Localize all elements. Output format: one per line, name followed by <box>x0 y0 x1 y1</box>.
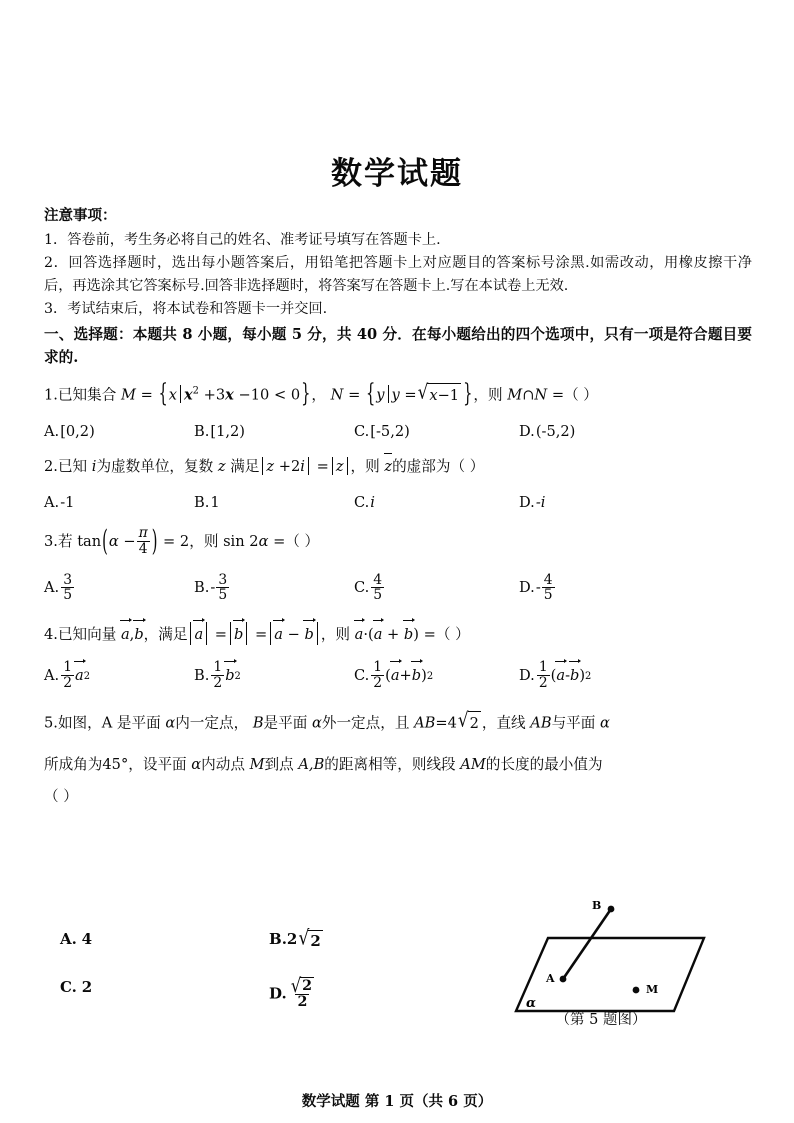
q5-d-num <box>288 974 317 997</box>
q3-d-num: 4 <box>543 571 553 588</box>
q3-sin: sin <box>223 533 245 551</box>
q3-option-d-sign: - <box>535 579 541 597</box>
q5-b-rad-val: 2 <box>310 932 321 950</box>
q5-b-coef: 2 <box>286 930 298 948</box>
q3-d-den: 5 <box>543 587 553 604</box>
q4-b-sup: 2 <box>234 670 241 682</box>
notice-item-1: 1．答卷前，考生务必将自己的姓名、准考证号填写在答题卡上. <box>44 231 441 248</box>
q3-option-d-label: D. <box>519 579 535 597</box>
q2-answer-paren: （ ） <box>450 458 485 476</box>
q5-l1e: ，直线 <box>481 714 526 732</box>
q5-alpha-4: α <box>191 755 202 773</box>
q3-option-a-label: A. <box>44 579 60 597</box>
q2-z3: z <box>335 458 344 476</box>
q4-a-half <box>61 660 74 690</box>
q5-l1b: 内一定点， <box>175 714 249 732</box>
q3-frac-den: 4 <box>138 541 148 558</box>
q1-brace2-open: { <box>365 379 376 409</box>
q5-l2f: 的长度的最小值为 <box>485 755 603 773</box>
q1-prefix: 已知集合 <box>57 386 117 404</box>
q1-option-d[interactable] <box>519 421 669 444</box>
q2-option-a[interactable] <box>44 492 194 515</box>
question-5 <box>44 707 752 809</box>
q1-option-b-label: B. <box>194 422 210 440</box>
q1-option-b[interactable] <box>194 421 354 444</box>
q2-z: z <box>217 458 226 476</box>
q2-a: 已知 <box>57 458 88 476</box>
question-2 <box>44 456 752 514</box>
q5-option-a[interactable] <box>44 930 269 950</box>
q3-sin-alpha: α <box>258 533 269 551</box>
q4-abs-a2: a <box>274 623 283 647</box>
q3-option-d[interactable] <box>519 571 669 604</box>
q5-AB-1: AB <box>414 714 436 732</box>
q3-paren-close: ) <box>151 524 158 559</box>
point-B-label: B <box>592 899 602 912</box>
q1-sqrt-one: 1 <box>449 387 460 405</box>
q1-option-d-value: (-5,2) <box>535 422 576 440</box>
radical-icon-4: √ <box>290 974 302 997</box>
q5-d-frac <box>288 974 317 1010</box>
q5-option-c-value: 2 <box>81 978 93 996</box>
q1-option-c-label: C. <box>354 422 370 440</box>
q1-option-a-value: [0,2) <box>60 422 95 440</box>
q5-l2b: ，设平面 <box>128 755 187 773</box>
q4-abs3-open <box>270 622 271 645</box>
q1-N-2: N <box>534 386 548 404</box>
q2-option-d[interactable] <box>519 492 669 515</box>
q2-two: 2 <box>290 458 301 476</box>
q2-abs-close <box>308 457 309 475</box>
q1-var-x: x <box>168 386 177 404</box>
q4-number: 4. <box>44 625 58 643</box>
q5-alpha-1: α <box>165 714 176 732</box>
q4-option-a-label: A. <box>44 666 60 684</box>
q3-paren-open: ( <box>102 524 108 559</box>
q5-option-d-label: D. <box>269 984 287 1003</box>
q5-number: 5. <box>44 714 58 732</box>
q3-b-den: 5 <box>218 587 228 604</box>
q2-d: ，则 <box>350 458 380 476</box>
q1-cap-icon: ∩ <box>522 386 535 404</box>
q4-abs2-close <box>246 622 247 645</box>
q4-abs2-open <box>230 622 231 645</box>
q1-brace-close: } <box>301 379 311 409</box>
q4-option-d[interactable]: D. $\frac{1}{2}$ ( a - b ) 2 <box>519 659 592 691</box>
q5-four: 4 <box>447 714 457 732</box>
q5-option-a-value: 4 <box>81 930 93 948</box>
q5-l1f: 与平面 <box>551 714 596 732</box>
q2-abs2-close <box>347 457 348 475</box>
q5-option-d[interactable] <box>269 974 444 1011</box>
q4-abs-a: a <box>194 623 203 647</box>
q2-eq: = <box>316 458 329 476</box>
q5-sqrt-val: 2 <box>468 711 481 736</box>
q4-eq1: = <box>214 625 228 643</box>
question-1-stem: 1.已知集合 M = {x $x^2 +3x -10 < 0$}， N = {y y = √ x−1 }，则 M∩N =（ ） <box>44 383 752 408</box>
question-3-stem: 3.若 tan(α − $\frac{\pi}{4}$ ) = 2，则 sin 2α =（ ） <box>44 527 752 557</box>
q5-M-point: M <box>249 755 265 773</box>
q2-option-a-label: A. <box>44 493 60 511</box>
page-footer: 数学试题 第 1 页（共 6 页） <box>301 1093 493 1110</box>
q4-abs3-close <box>317 622 318 645</box>
q1-such-that-bar <box>180 385 181 403</box>
q3-option-c-label: C. <box>354 579 370 597</box>
q5-option-a-label: A. <box>60 930 77 948</box>
question-5-stem-line-1: 5.如图，A 是平面 α内一定点， B是平面 α外一定点，且 AB=4 √ 2 ，直线 AB与平面 α <box>44 711 752 736</box>
q2-abs-open <box>262 457 263 475</box>
q5-d-den-val: 2 <box>297 993 308 1010</box>
notice-item-3: 3．考试结束后，将本试卷和答题卡一并交回. <box>44 300 328 317</box>
q2-i2: i <box>300 458 305 476</box>
q2-option-d-label: D. <box>519 493 535 511</box>
q2-option-c-value: i <box>370 493 375 511</box>
q5-option-c[interactable] <box>44 978 269 1011</box>
question-4-options <box>44 661 752 691</box>
q3-option-c[interactable] <box>354 571 519 604</box>
q4-c-vec-a: a <box>391 664 400 688</box>
q4-eq2: = <box>255 625 268 643</box>
question-5-options <box>44 926 444 1039</box>
q3-a-num: 3 <box>63 571 73 588</box>
q2-option-b[interactable] <box>194 492 354 515</box>
radical-icon: √ <box>417 379 429 404</box>
q3-option-b-frac <box>216 573 229 603</box>
q4-c-den: 2 <box>373 674 383 691</box>
q4-abs1-close <box>206 622 207 645</box>
figure-caption: （第 5 题图） <box>555 1012 647 1028</box>
notice-item-2: 2．回答选择题时，选出每小题答案后，用铅笔把答题卡上对应题目的答案标号涂黑.如需改动，用橡皮擦干净后，再选涂其它答案标号.回答非选择题时，将答案写在答题卡上.写在本试卷上无效. <box>44 254 752 294</box>
q4-a-sup: 2 <box>83 670 91 682</box>
q3-a-den: 5 <box>63 587 73 604</box>
radical-icon-3: √ <box>298 926 310 951</box>
q1-eq-1: = <box>140 386 153 404</box>
question-3 <box>44 524 752 604</box>
q3-value-2: 2 <box>179 533 190 551</box>
q1-option-b-value: [1,2) <box>210 422 245 440</box>
notices-heading: 注意事项： <box>44 207 117 224</box>
q3-option-d-frac <box>542 573 555 603</box>
question-5-answer-paren: （ ） <box>44 788 78 806</box>
question-2-stem: 2.已知 i为虚数单位，复数 z 满足 z +2i = z ，则 z的虚部为（ ） <box>44 456 752 479</box>
q1-option-c[interactable] <box>354 421 519 444</box>
page-title: 数学试题 <box>331 156 463 192</box>
q4-option-b[interactable] <box>194 661 354 691</box>
point-A-label: A <box>546 972 555 985</box>
q3-option-a-frac <box>61 573 74 603</box>
question-5-stem-line-2 <box>44 754 752 777</box>
q4-tail: ，则 <box>320 625 351 643</box>
q4-b-half <box>211 660 224 690</box>
question-4 <box>44 622 752 692</box>
q4-d-den: 2 <box>538 674 548 691</box>
q2-abs2-open <box>332 457 333 475</box>
q2-option-c[interactable] <box>354 492 519 515</box>
q2-z-conjugate: z <box>384 456 392 479</box>
q5-options-row-1 <box>44 926 444 951</box>
q1-eq-2: = <box>348 386 361 404</box>
q4-a-den: 2 <box>63 674 73 691</box>
plane-alpha-label: α <box>526 996 537 1011</box>
q1-coef-3: 3 <box>215 386 226 404</box>
q4-b-num: 1 <box>213 659 223 676</box>
q5-l1c: 是平面 <box>263 714 308 732</box>
q2-c: 满足 <box>230 458 260 476</box>
q1-option-d-label: D. <box>519 422 535 440</box>
q4-a-num: 1 <box>63 659 73 676</box>
q3-tan: tan <box>77 533 102 551</box>
q5-option-c-label: C. <box>60 978 77 996</box>
q4-answer-paren: （ ） <box>435 625 470 643</box>
q4-d-sup: 2 <box>585 670 592 682</box>
q4-c-num: 1 <box>373 659 383 676</box>
q1-eq-4: = <box>551 386 565 404</box>
q4-a-vec: a <box>75 664 84 688</box>
q3-eq: = <box>163 533 176 551</box>
q2-i: i <box>91 458 97 476</box>
q5-l2a: 所成角为 <box>44 755 103 773</box>
q1-option-a-label: A. <box>44 422 60 440</box>
question-5-figure <box>486 893 766 1053</box>
q5-b-sqrt <box>298 926 322 951</box>
question-3-options <box>44 571 752 604</box>
q4-abs-b: b <box>234 623 243 647</box>
question-4-stem: 4.已知向量 a,b，满足 a = b = a − b ，则 a·(a + b) =（ ） <box>44 622 752 646</box>
q1-sqrt-x: x <box>429 387 438 405</box>
q3-sin-2: 2 <box>249 533 259 551</box>
q1-var-y2: y <box>391 386 400 404</box>
q3-option-b-label: B. <box>194 579 210 597</box>
q4-option-a[interactable] <box>44 661 194 691</box>
q5-option-b-label: B. <box>269 930 287 948</box>
q5-l1d: 外一定点，且 <box>321 714 410 732</box>
q4-vector-a: a <box>121 623 130 647</box>
q1-expr-pow: 2 <box>192 385 199 397</box>
exam-content <box>44 205 752 809</box>
q5-AM: AM <box>460 755 486 773</box>
q5-l2d: 到点 <box>264 755 294 773</box>
q4-abs-b2: b <box>304 623 313 647</box>
point-A-dot <box>560 976 567 983</box>
q1-expr-x: x <box>183 386 193 404</box>
q4-b-vec: b <box>225 664 234 688</box>
question-1 <box>44 379 752 443</box>
q1-number: 1. <box>44 386 58 404</box>
q1-option-c-value: [-5,2) <box>370 422 410 440</box>
q5-option-b[interactable] <box>269 926 444 951</box>
q1-expr-x2: x <box>225 386 234 404</box>
q4-c-sup: 2 <box>426 670 434 682</box>
q1-tail: ，则 <box>473 386 503 404</box>
q4-mid: ，满足 <box>143 625 188 643</box>
q4-vector-b: b <box>134 623 143 647</box>
q4-sum-a: a <box>374 623 383 647</box>
plane-alpha-shape <box>516 938 704 1011</box>
q2-option-d-value: -i <box>535 493 546 511</box>
question-2-options <box>44 492 752 515</box>
q5-sqrt-2 <box>457 707 481 736</box>
q4-option-b-label: B. <box>194 666 210 684</box>
q4-eq3: = <box>423 625 436 643</box>
q4-option-c[interactable]: C. $\frac{1}{2}$ ( a + b ) 2 <box>354 659 434 691</box>
q5-AB-2: AB <box>530 714 552 732</box>
q5-l2e: 的距离相等，则线段 <box>324 755 456 773</box>
q4-c-half <box>371 660 384 690</box>
q3-alpha: α <box>108 533 119 551</box>
q4-c-vec-b: b <box>412 664 421 688</box>
q4-prefix: 已知向量 <box>57 625 117 643</box>
q3-prefix: 若 <box>57 533 73 551</box>
point-M-dot <box>633 987 640 994</box>
q4-option-c-label: C. <box>354 666 370 684</box>
q2-z2: z <box>266 458 275 476</box>
q4-abs1-open <box>190 622 191 645</box>
q4-dot-icon: · <box>363 625 368 643</box>
radical-icon-2: √ <box>457 707 469 732</box>
q2-option-c-label: C. <box>354 493 370 511</box>
q3-c-num: 4 <box>373 571 383 588</box>
point-M-label: M <box>646 983 659 996</box>
q1-set-M: M <box>120 386 136 404</box>
q1-brace-open: { <box>158 379 168 409</box>
q1-brace2-close: } <box>463 379 473 409</box>
q4-d-vec-b: b <box>570 664 579 688</box>
q5-B-1: B <box>252 714 264 732</box>
q5-alpha-2: α <box>311 714 322 732</box>
q2-e: 的虚部为 <box>392 458 451 476</box>
q2-option-b-value: 1 <box>210 493 220 511</box>
q5-d-rad-val: 2 <box>302 978 313 994</box>
q5-options-row-2 <box>44 974 444 1011</box>
q3-option-a[interactable] <box>44 571 194 604</box>
q4-option-d-label: D. <box>519 666 535 684</box>
q1-option-a[interactable] <box>44 421 194 444</box>
q5-l1a: 如图，A 是平面 <box>57 714 161 732</box>
q3-eq-2: = <box>273 533 286 551</box>
q1-zero: 0 <box>290 386 301 404</box>
q5-alpha-3: α <box>600 714 610 732</box>
q2-option-a-value: -1 <box>60 493 75 511</box>
q1-const-10: 10 <box>250 386 270 404</box>
q3-answer-paren: （ ） <box>285 533 320 551</box>
line-segment-AB <box>563 909 611 979</box>
q3-c-den: 5 <box>373 587 383 604</box>
q1-such-that-bar-2 <box>388 385 389 403</box>
question-1-options <box>44 421 752 444</box>
q4-dot-a: a <box>355 623 364 647</box>
q1-eq-3: = <box>404 386 417 404</box>
q3-option-c-frac <box>371 573 384 603</box>
q4-d-half <box>537 660 550 690</box>
q5-angle-45: 45° <box>102 755 129 773</box>
q5-AB-points: A,B <box>298 755 325 773</box>
q4-d-num: 1 <box>538 659 548 676</box>
q4-sum-b: b <box>404 623 413 647</box>
q3-b-num: 3 <box>218 571 228 588</box>
q3-number: 3. <box>44 533 58 551</box>
q1-set-N: N <box>330 386 344 404</box>
q3-fraction-pi-4 <box>137 526 150 556</box>
q1-M-2: M <box>507 386 523 404</box>
q2-number: 2. <box>44 458 58 476</box>
q2-option-b-label: B. <box>194 493 210 511</box>
q1-var-y: y <box>376 386 385 404</box>
point-B-dot <box>608 906 615 913</box>
q2-b: 为虚数单位，复数 <box>96 458 214 476</box>
q3-option-b[interactable] <box>194 571 354 604</box>
q5-l2c: 内动点 <box>201 755 245 773</box>
section-heading-choice: 一、选择题：本题共 8 小题，每小题 5 分，共 40 分．在每小题给出的四个选项中，只有一项是符合题目要求的. <box>44 325 752 367</box>
q3-frac-num: π <box>138 525 148 542</box>
q1-sqrt: √ x−1 <box>418 383 461 408</box>
q4-b-den: 2 <box>213 674 223 691</box>
q1-answer-paren: （ ） <box>564 386 598 404</box>
q3-option-b-sign: - <box>210 579 216 597</box>
q4-d-vec-a: a <box>556 664 565 688</box>
q3-mid: ，则 <box>189 533 219 551</box>
